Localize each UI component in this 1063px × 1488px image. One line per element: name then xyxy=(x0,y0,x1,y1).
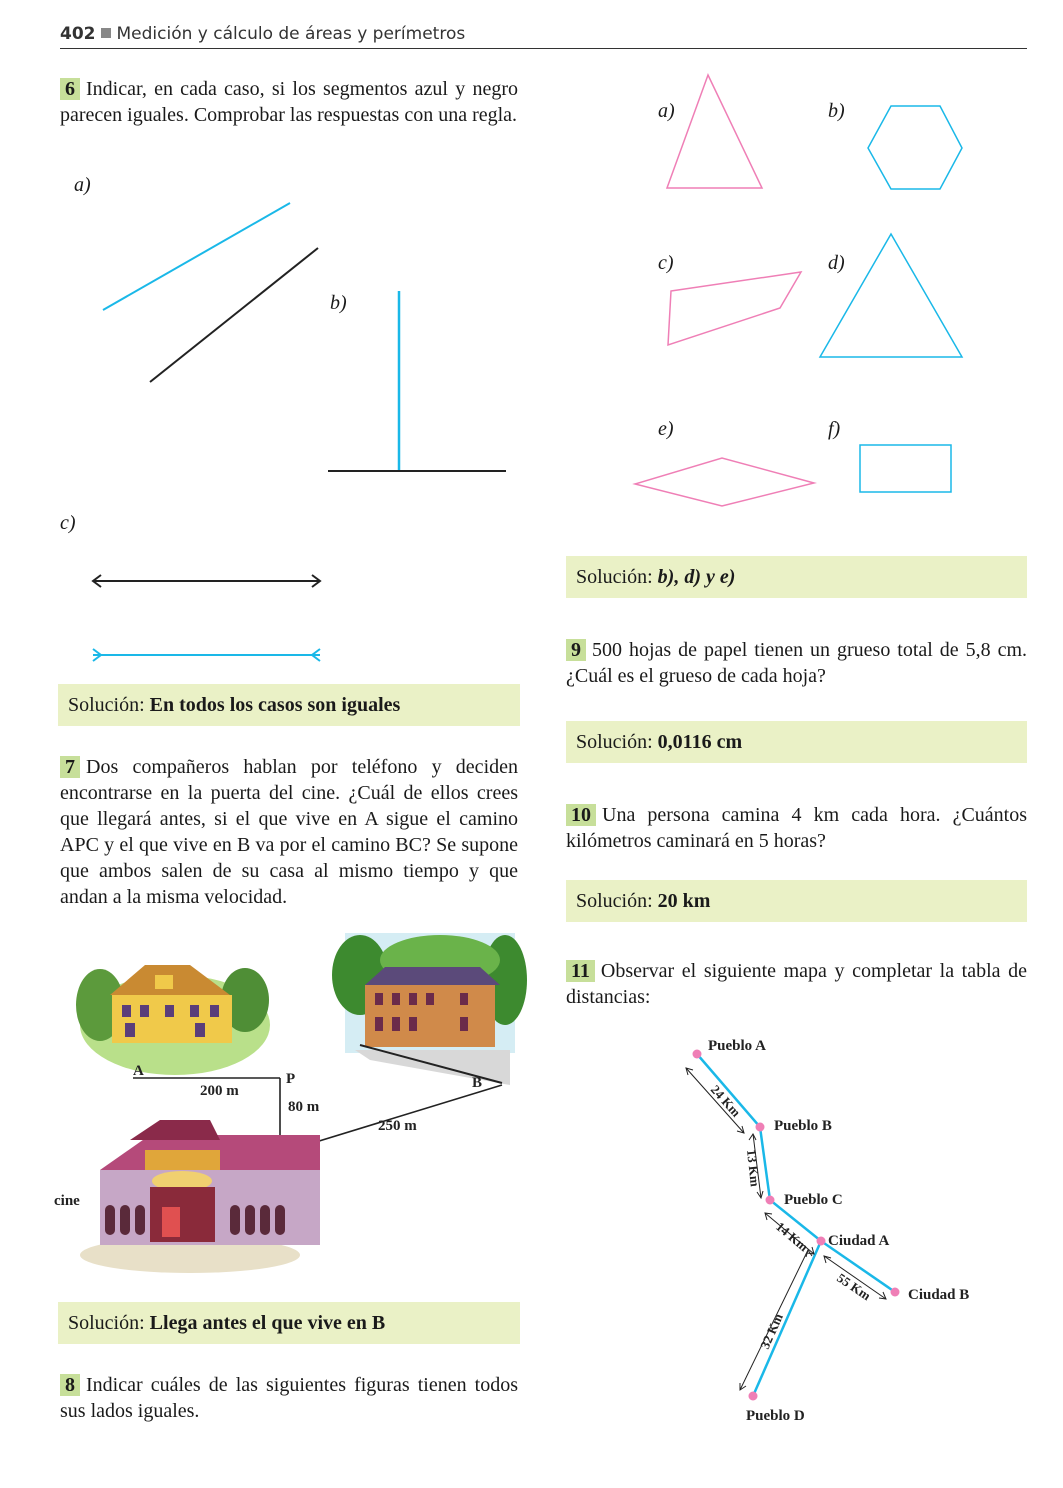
exercise-number: 6 xyxy=(60,78,80,100)
page-number: 402 xyxy=(60,24,96,44)
map-label-pueblo-a: Pueblo A xyxy=(708,1038,766,1054)
point-p-label: P xyxy=(286,1071,296,1087)
cinema-scene-figure xyxy=(40,925,530,1285)
node-pueblo-c xyxy=(766,1196,775,1205)
exercise-statement: 500 hojas de papel tienen un grueso total de 5,8 cm. ¿Cuál es el grueso de cada hoja? xyxy=(566,639,1027,687)
exercise-number: 9 xyxy=(566,639,586,661)
house-a-illustration xyxy=(76,965,270,1075)
shape-c-quadrilateral xyxy=(668,272,801,345)
distance-map xyxy=(660,1030,1020,1440)
label-a: a) xyxy=(74,174,91,196)
distance-label-ciudad-a-b: 55 Km xyxy=(834,1270,874,1304)
shapes-figure xyxy=(560,60,1040,520)
figure-label-a: a) xyxy=(658,100,675,122)
exercise-11-text xyxy=(566,958,1027,1010)
solution-prefix: Solución: xyxy=(576,890,653,912)
distance-label-ab: 24 Km xyxy=(707,1081,744,1120)
road-ciudad-a-pueblo-d xyxy=(753,1241,821,1396)
exercise-statement: Indicar cuáles de las siguientes figuras tienen todos sus lados iguales. xyxy=(60,1374,518,1422)
solution-6 xyxy=(58,684,520,726)
map-label-pueblo-b: Pueblo B xyxy=(774,1118,832,1134)
map-label-pueblo-d: Pueblo D xyxy=(746,1408,805,1424)
exercise-7-text xyxy=(60,754,518,910)
shape-a-triangle xyxy=(667,75,762,188)
distance-label-bc: 13 Km xyxy=(744,1148,763,1188)
shape-b-hexagon xyxy=(868,106,962,189)
shape-d-triangle xyxy=(820,234,962,357)
solution-answer: 0,0116 cm xyxy=(657,731,743,753)
node-ciudad-b xyxy=(891,1288,900,1297)
exercise-9-text xyxy=(566,637,1027,689)
label-c: c) xyxy=(60,512,76,534)
node-pueblo-d xyxy=(749,1392,758,1401)
shape-e-rhombus xyxy=(635,458,814,506)
solution-prefix: Solución: xyxy=(68,1312,145,1334)
solution-10 xyxy=(566,880,1027,922)
road-a-b-c-ciudad-a xyxy=(697,1054,821,1241)
solution-answer: 20 km xyxy=(657,890,711,912)
distance-ap: 200 m xyxy=(200,1083,239,1099)
figure-label-f: f) xyxy=(828,418,841,440)
point-a-label: A xyxy=(133,1063,144,1079)
solution-answer: En todos los casos son iguales xyxy=(149,694,401,716)
solution-8 xyxy=(566,556,1027,598)
exercise-number: 7 xyxy=(60,756,80,778)
exercise-8-text xyxy=(60,1372,518,1424)
map-label-ciudad-b: Ciudad B xyxy=(908,1287,970,1303)
node-ciudad-a xyxy=(817,1237,826,1246)
cinema-illustration xyxy=(80,1120,320,1273)
exercise-number: 11 xyxy=(566,960,595,982)
exercise-10-text xyxy=(566,802,1027,854)
exercise-statement: Una persona camina 4 km cada hora. ¿Cuántos kilómetros caminará en 5 horas? xyxy=(566,804,1027,852)
figure-label-d: d) xyxy=(828,252,845,274)
figure-label-c: c) xyxy=(658,252,674,274)
exercise-statement: Dos compañeros hablan por teléfono y deciden encontrarse en la puerta del cine. ¿Cuál de ellos crees que llegará antes, si el que vive en A sigue el camino APC y el que vive en B va por el camino BC? Se supone que ambos salen de su casa al mismo tiempo y que andan a la misma velocidad. xyxy=(60,756,518,908)
label-b: b) xyxy=(330,292,347,314)
solution-prefix: Solución: xyxy=(68,694,145,716)
cine-label: cine xyxy=(54,1193,80,1209)
distance-label-ciudad-a-d: 32 Km xyxy=(757,1311,786,1352)
figure-label-e: e) xyxy=(658,418,674,440)
figure-label-b: b) xyxy=(828,100,845,122)
segments-figure xyxy=(0,0,530,680)
solution-7 xyxy=(58,1302,520,1344)
exercise-number: 10 xyxy=(566,804,596,826)
solution-answer: Llega antes el que vive en B xyxy=(149,1312,386,1334)
solution-prefix: Solución: xyxy=(576,731,653,753)
solution-answer: b), d) y e) xyxy=(657,566,736,588)
shape-f-rectangle xyxy=(860,445,951,492)
exercise-statement: Observar el siguiente mapa y completar la tabla de distancias: xyxy=(566,960,1027,1008)
solution-prefix: Solución: xyxy=(576,566,653,588)
node-pueblo-b xyxy=(756,1123,765,1132)
solution-9 xyxy=(566,721,1027,763)
distance-pc: 80 m xyxy=(288,1099,320,1115)
map-label-pueblo-c: Pueblo C xyxy=(784,1192,843,1208)
exercise-statement: Indicar, en cada caso, si los segmentos azul y negro parecen iguales. Comprobar las respuestas con una regla. xyxy=(60,78,518,126)
chapter-title: Medición y cálculo de áreas y perímetros xyxy=(116,24,466,44)
node-pueblo-a xyxy=(693,1050,702,1059)
map-label-ciudad-a: Ciudad A xyxy=(828,1233,890,1249)
distance-bc: 250 m xyxy=(378,1118,417,1134)
house-b-illustration xyxy=(332,933,527,1085)
distance-label-c-ciudad-a: 14 Km xyxy=(773,1218,812,1255)
exercise-number: 8 xyxy=(60,1374,80,1396)
point-b-label: B xyxy=(472,1075,483,1091)
